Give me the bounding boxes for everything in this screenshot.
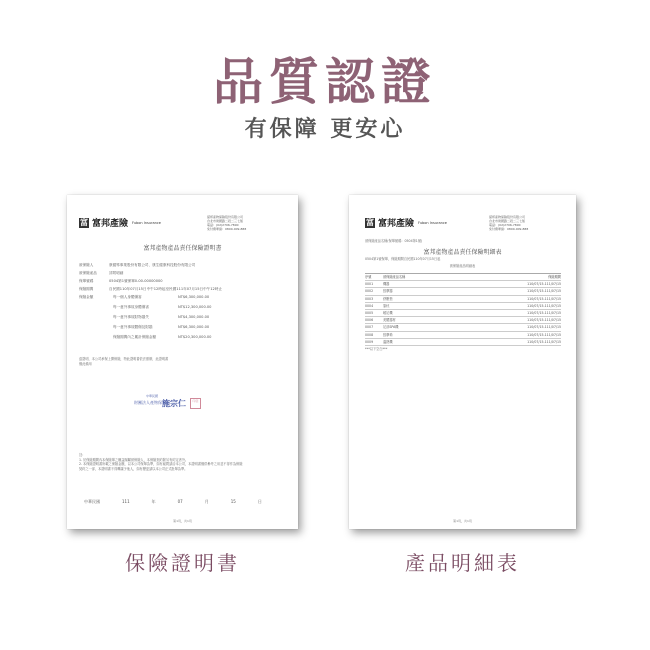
address-line: 免付費專線：0800-009-888 bbox=[207, 227, 247, 231]
fubon-logo bbox=[79, 216, 161, 229]
amount-label: 保險期間內之累計保險金額 bbox=[113, 335, 157, 339]
product-detail-document bbox=[349, 195, 576, 529]
field-value: 康健導事業股份有限公司、康生健康科技股份有限公司 bbox=[109, 263, 196, 267]
proof-note-line: 僅此備用 bbox=[79, 361, 92, 366]
cell: 舒壓墊 bbox=[383, 296, 393, 301]
date-year-unit: 年 bbox=[151, 499, 156, 504]
cell: 按摩器 bbox=[383, 289, 393, 294]
issue-date bbox=[84, 499, 262, 505]
certificate-title: 富邦產物產品責任保險證明書 bbox=[143, 245, 222, 252]
seal-main-text: 財團法人產物保險 bbox=[134, 400, 166, 405]
cell: 0002 bbox=[365, 289, 374, 294]
amount-row bbox=[113, 295, 209, 300]
field-product bbox=[79, 271, 284, 276]
logo-en-text: Fubon Insurance bbox=[132, 220, 161, 225]
field-value: 自民國110年07月15日中午12時起至民國111年07月15日中午12時止 bbox=[109, 287, 223, 291]
amount-heading bbox=[79, 295, 93, 300]
cell: 0001 bbox=[365, 282, 374, 287]
logo-en-text: Fubon Insurance bbox=[418, 220, 447, 225]
field-value: 0504第1號保單0-00-00000000 bbox=[109, 279, 163, 283]
amount-value: NT$6,300,000.00 bbox=[178, 325, 210, 329]
address-line: 富邦產物保險股份有限公司 bbox=[489, 215, 526, 219]
cell: 溫熱機 bbox=[383, 339, 393, 344]
cell: 0007 bbox=[365, 325, 374, 330]
field-policy-number bbox=[79, 279, 284, 284]
amount-value: NT$20,300,000.00 bbox=[178, 335, 212, 339]
company-address bbox=[207, 215, 246, 231]
notes-block bbox=[79, 453, 242, 471]
cell: 0003 bbox=[365, 296, 374, 301]
address-line: 富邦產物保險股份有限公司 bbox=[207, 215, 244, 219]
cell: 足部SPA機 bbox=[383, 325, 399, 330]
proof-note-line: 茲證明，本公司承保上開保險，特此證明書依法照辦，此證明書 bbox=[79, 357, 169, 361]
table-row bbox=[365, 324, 561, 331]
cell: 暖足機 bbox=[383, 311, 393, 316]
field-value: 詳附明細 bbox=[109, 271, 124, 275]
cell: 110/07/15-111/07/15 bbox=[527, 339, 561, 344]
amount-value: NT$4,300,000.00 bbox=[178, 315, 210, 319]
page-title: 品質認證 bbox=[213, 52, 437, 111]
cell: 110/07/15-111/07/15 bbox=[527, 311, 561, 316]
address-line: 台北市建國路二段二三七號 bbox=[489, 219, 526, 223]
page-number: 第1頁，共1頁 bbox=[173, 519, 192, 523]
note-line: 註： bbox=[79, 453, 86, 457]
field-label: 保單號碼 bbox=[79, 279, 94, 283]
field-label: 被保險產品 bbox=[79, 271, 97, 275]
logo-text: 富邦產險 bbox=[378, 219, 415, 229]
subnote: 被保險產品明細表 bbox=[449, 264, 476, 268]
fubon-logo-icon: 富 bbox=[80, 218, 88, 227]
field-period bbox=[79, 287, 284, 292]
date-day-unit: 日 bbox=[257, 499, 262, 504]
amount-label: 每一個人身體傷害 bbox=[113, 295, 142, 299]
table-row bbox=[365, 310, 561, 317]
amount-value: NT$12,300,000.00 bbox=[178, 305, 212, 309]
amount-row bbox=[113, 335, 211, 340]
cell: 0006 bbox=[365, 318, 374, 323]
cell: 110/07/15-111/07/15 bbox=[527, 296, 561, 301]
cell: 美體器材 bbox=[383, 318, 396, 323]
note-line: 契約之一部，本證明書不得轉讓予他人，如有變更請以本公司正式批單為準。 bbox=[79, 466, 188, 471]
date-month: 07 bbox=[177, 499, 183, 504]
cell: 按摩椅 bbox=[383, 332, 393, 337]
date-era: 中華民國 bbox=[84, 499, 100, 504]
address-line: 電話：(02)2706-7890 bbox=[207, 223, 239, 227]
seal-stamp-icon: 印章 bbox=[190, 398, 201, 409]
page-number: 第1頁，共1頁 bbox=[453, 519, 472, 523]
note-line: 2. 本保險證明書所載之保險金額，以本公司保單為準，如有疑問請洽本公司，本證明書僅供參考之用並不得作為保險 bbox=[79, 462, 243, 466]
logo-text: 富邦產險 bbox=[92, 219, 129, 229]
amount-label: 每一意外事故身體傷害 bbox=[113, 305, 149, 309]
detail-title: 富邦產物產品責任保險明細表 bbox=[423, 249, 502, 256]
column-header: 序號 bbox=[365, 275, 372, 279]
end-note: ***以下空白*** bbox=[365, 347, 388, 352]
fubon-logo-icon: 富 bbox=[366, 218, 374, 227]
table-row bbox=[365, 281, 561, 288]
field-insured bbox=[79, 263, 284, 268]
caption-product-list: 產品明細表 bbox=[405, 551, 520, 575]
company-address bbox=[489, 215, 528, 231]
cell: 110/07/15-111/07/15 bbox=[527, 303, 561, 308]
amount-value: NT$6,300,000.00 bbox=[178, 295, 210, 299]
cell: 0008 bbox=[365, 332, 374, 337]
amount-row bbox=[113, 315, 209, 320]
seal-small-text: 中華民國 bbox=[146, 394, 159, 398]
field-label: 保險期間 bbox=[79, 287, 94, 291]
column-header: 被保險產品名稱 bbox=[383, 275, 406, 279]
field-label: 被保險人 bbox=[79, 263, 94, 267]
cell: 110/07/15-111/07/15 bbox=[527, 289, 561, 294]
top-note: 被保險產品名稱(保單號碼：0504第1號) bbox=[365, 239, 423, 243]
address-line: 電話：(02)2706-7890 bbox=[489, 223, 521, 227]
page-subtitle: 有保障 更安心 bbox=[244, 116, 406, 142]
amount-heading-label: 保險金額 bbox=[79, 295, 94, 299]
cell: 0009 bbox=[365, 339, 374, 344]
address-line: 台北市建國路二段二三七號 bbox=[207, 219, 244, 223]
address-line: 免付費專線：0800-009-888 bbox=[489, 227, 529, 231]
insurance-certificate-document bbox=[67, 195, 298, 529]
amount-label: 每一意外事故財物損失 bbox=[113, 315, 149, 319]
cell: 110/07/15-111/07/15 bbox=[527, 325, 561, 330]
cell: 靠枕 bbox=[383, 303, 390, 308]
date-day: 15 bbox=[230, 499, 236, 504]
note-line: 1. 於保險期間內本保險單之權益歸屬被保險人，本保險契約除另有約定者外。 bbox=[79, 457, 189, 462]
cell: 機器 bbox=[383, 282, 390, 287]
amount-row bbox=[113, 305, 211, 310]
table-row bbox=[365, 317, 561, 324]
seal-name-text: 施宗仁 bbox=[162, 398, 186, 408]
signature-seal bbox=[134, 394, 199, 416]
column-header: 保險期間 bbox=[548, 275, 561, 279]
table-row bbox=[365, 339, 561, 346]
table-row bbox=[365, 303, 561, 310]
table-row bbox=[365, 332, 561, 339]
amount-row bbox=[113, 325, 209, 330]
caption-certificate: 保險證明書 bbox=[125, 551, 240, 575]
date-month-unit: 月 bbox=[204, 499, 209, 504]
table-row bbox=[365, 288, 561, 295]
cell: 110/07/15-111/07/15 bbox=[527, 318, 561, 323]
table-header bbox=[365, 274, 561, 281]
cell: 0004 bbox=[365, 303, 374, 308]
product-table bbox=[365, 273, 561, 352]
cell: 0005 bbox=[365, 311, 374, 316]
date-year: 111 bbox=[122, 499, 130, 504]
cell: 110/07/15-111/07/15 bbox=[527, 332, 561, 337]
fubon-logo bbox=[365, 216, 447, 229]
amount-label: 每一意外事故體傷及財損 bbox=[113, 325, 153, 329]
proof-note bbox=[79, 357, 168, 366]
cell: 110/07/15-111/07/15 bbox=[527, 282, 561, 287]
subnote: 0504第1號保單，保險期間自民國110年07月15日起 bbox=[365, 257, 441, 261]
table-row bbox=[365, 296, 561, 303]
